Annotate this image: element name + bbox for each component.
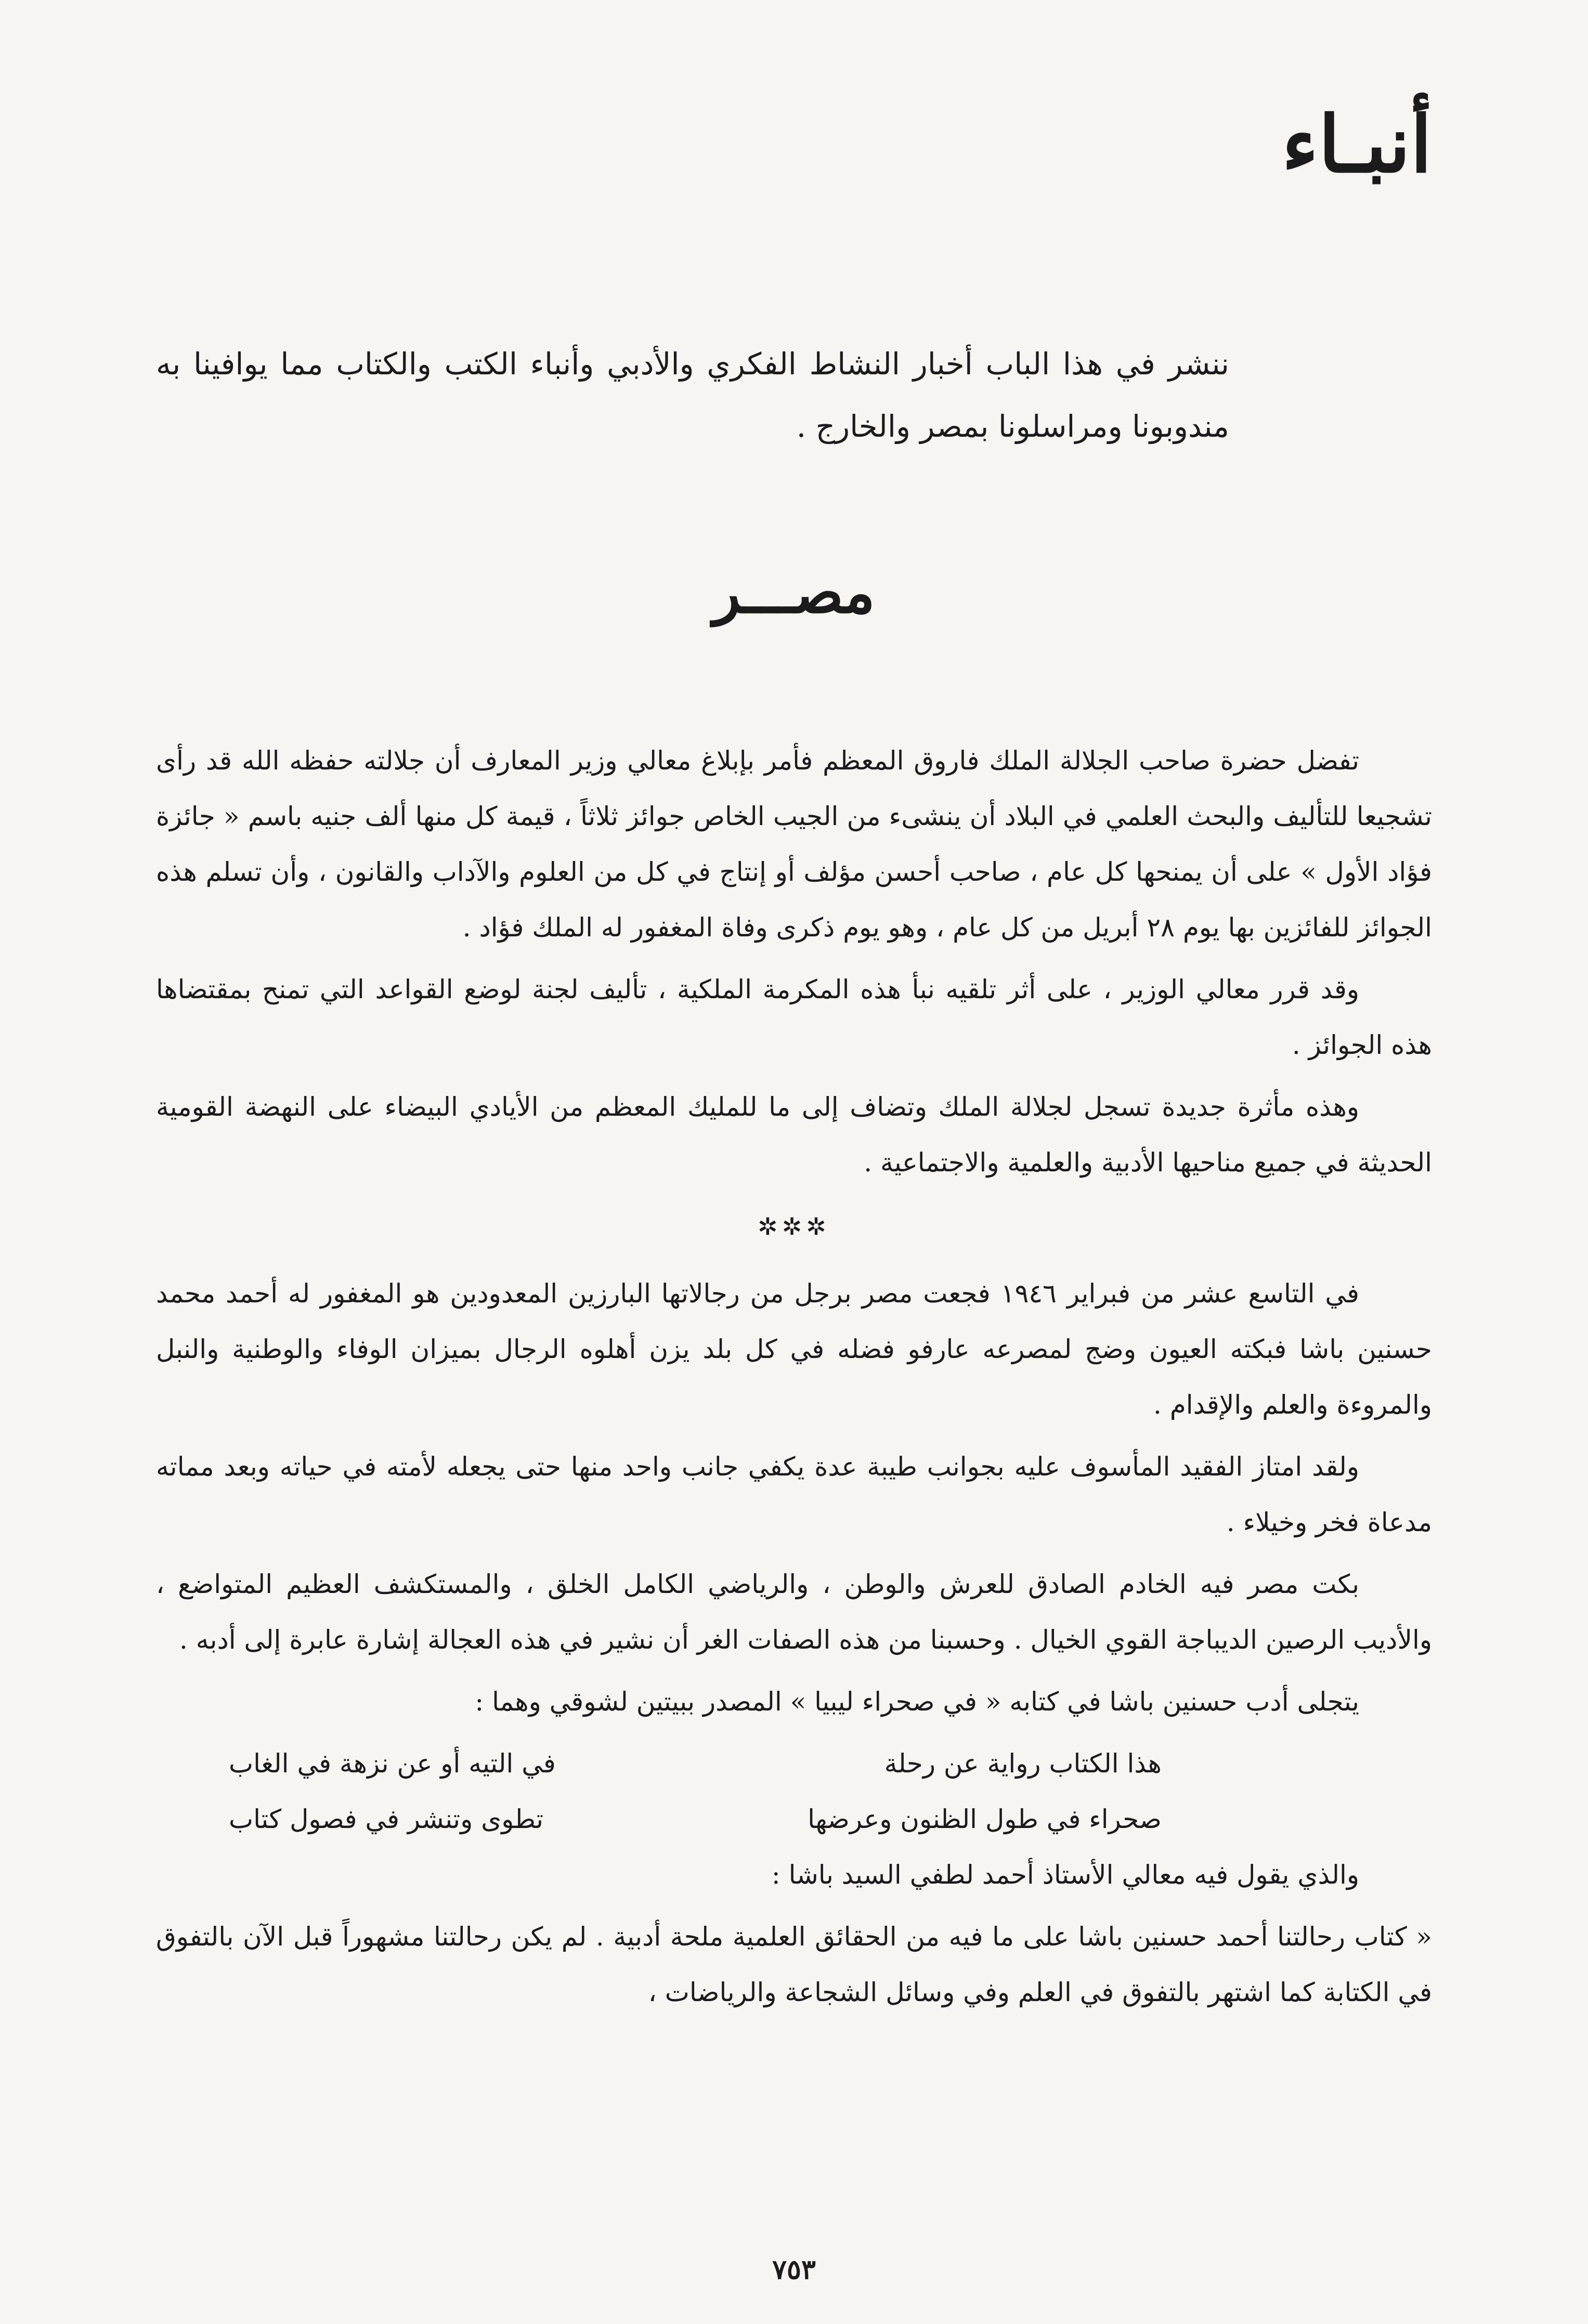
paragraph: وهذه مأثرة جديدة تسجل لجلالة الملك وتضاف إلى ما للمليك المعظم من الأيادي البيضاء على النهضة القومية الحديثة في جميع مناحيها الأدبية والعلمية والاجتماعية . [156,1092,1432,1178]
paragraph: تفضل حضرة صاحب الجلالة الملك فاروق المعظم فأمر بإبلاغ معالي وزير المعارف أن جلالته حفظه الله قد رأى تشجيعا للتأليف والبحث العلمي في البلاد أن ينشىء من الجيب الخاص جوائز ثلاثاً ، قيمة كل منها ألف جنيه باسم « جائزة فؤاد الأول » على أن يمنحها كل عام ، صاحب أحسن مؤلف أو إنتاج في كل من العلوم والآداب والقانون ، وأن تسلم هذه الجوائز للفائزين بها يوم ٢٨ أبريل من كل عام ، وهو يوم ذكرى وفاة المغفور له الملك فؤاد . [156,746,1432,943]
paragraph: « كتاب رحالتنا أحمد حسنين باشا على ما فيه من الحقائق العلمية ملحة أدبية . لم يكن رحالتنا مشهوراً قبل الآن بالتفوق في الكتابة كما اشتهر بالتفوق في العلم وفي وسائل الشجاعة والرياضات ، [156,1922,1432,2007]
section-heading: أنبـاء [1282,99,1432,190]
poem-verse [229,1792,1162,1847]
poem [156,1736,1432,1847]
hemistich: هذا الكتاب رواية عن رحلة [884,1748,1162,1779]
paragraph: يتجلى أدب حسنين باشا في كتابه « في صحراء ليبيا » المصدر ببيتين لشوقي وهما : [475,1687,1359,1717]
hemistich: تطوى وتنشر في فصول كتاب [229,1804,544,1834]
poem-verse [229,1736,1162,1792]
hemistich: في التيه أو عن نزهة في الغاب [229,1748,556,1779]
paragraph: في التاسع عشر من فبراير ١٩٤٦ فجعت مصر برجل من رجالاتها البارزين المعدودين هو المغفور له أحمد محمد حسنين باشا فبكته العيون وضج لمصرعه عارفو فضله في كل بلد يزن أهلوه الرجال بميزان الوفاء والوطنية والنبل والمروءة والعلم والإقدام . [156,1278,1432,1420]
intro-paragraph: ننشر في هذا الباب أخبار النشاط الفكري والأدبي وأنباء الكتب والكتاب مما يوافينا به مندوبونا ومراسلونا بمصر والخارج . [156,346,1229,444]
paragraph: وقد قرر معالي الوزير ، على أثر تلقيه نبأ هذه المكرمة الملكية ، تأليف لجنة لوضع القواعد التي تمنح بمقتضاها هذه الجوائز . [156,974,1432,1060]
separator-stars: ✲✲✲ [758,1212,830,1241]
paragraph: ولقد امتاز الفقيد المأسوف عليه بجوانب طيبة عدة يكفي جانب واحد منها حتى يجعله لأمته في حياته وبعد مماته مدعاة فخر وخيلاء . [156,1452,1432,1537]
paragraph: والذي يقول فيه معالي الأستاذ أحمد لطفي السيد باشا : [771,1860,1359,1890]
paragraph: بكت مصر فيه الخادم الصادق للعرش والوطن ، والرياضي الكامل الخلق ، والمستكشف العظيم المتواضع ، والأديب الرصين الديباجة القوي الخيال . وحسبنا من هذه الصفات الغر أن نشير في هذه العجالة إشارة عابرة إلى أدبه . [156,1569,1432,1655]
page-number: ٧٥٣ [772,2254,816,2286]
article-body [156,733,1432,2027]
hemistich: صحراء في طول الظنون وعرضها [808,1804,1162,1834]
country-heading: مصـــر [713,559,875,626]
